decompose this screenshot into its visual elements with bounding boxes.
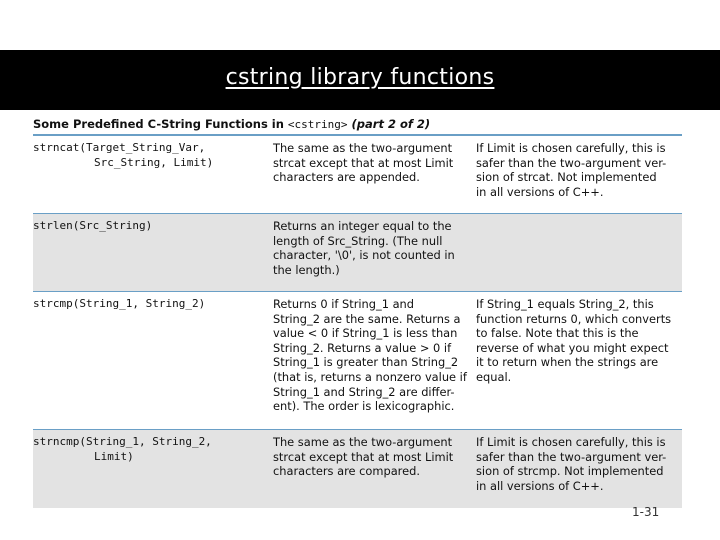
description-line: value < 0 if String_1 is less than — [273, 326, 458, 341]
table-caption — [33, 114, 682, 134]
description-line: characters are compared. — [273, 464, 420, 479]
functions-table — [33, 114, 682, 493]
remark-line: in all versions of C++. — [476, 478, 604, 493]
description-line: strcat except that at most Limit — [273, 155, 454, 170]
function-description — [273, 435, 473, 479]
description-line: length of Src_String. (The null — [273, 233, 443, 248]
signature-line: Limit) — [94, 449, 134, 463]
remark-line: safer than the two-argument ver- — [476, 155, 667, 170]
description-line: (that is, returns a nonzero value if — [273, 369, 467, 384]
signature-line: strlen(Src_String) — [33, 219, 153, 232]
description-line: String_2 are the same. Returns a — [273, 311, 461, 326]
description-line: ent). The order is lexicographic. — [273, 399, 455, 414]
function-remarks — [476, 435, 682, 493]
description-line: String_2. Returns a value > 0 if — [273, 340, 452, 355]
slide-title-bar — [0, 50, 720, 110]
remark-line: If String_1 equals String_2, this — [476, 297, 654, 311]
caption-suffix: (part 2 of 2) — [351, 117, 431, 131]
description-line: String_1 and String_2 are differ- — [273, 384, 455, 399]
function-description — [273, 219, 473, 277]
function-description — [273, 297, 473, 414]
table-row-strcmp — [33, 292, 682, 430]
remark-line: reverse of what you might expect — [476, 340, 669, 355]
remark-line: If Limit is chosen carefully, this is — [476, 141, 666, 155]
description-line: String_1 is greater than String_2 — [273, 355, 459, 370]
description-line: the length.) — [273, 262, 340, 277]
description-line: Returns an integer equal to the — [273, 219, 452, 233]
description-line: The same as the two-argument — [273, 435, 453, 449]
function-signature — [33, 435, 269, 464]
function-signature — [33, 219, 269, 234]
function-signature — [33, 297, 269, 312]
slide-title: cstring library functions — [225, 64, 495, 90]
remark-line: sion of strcmp. Not implemented — [476, 464, 664, 479]
description-line: characters are appended. — [273, 170, 420, 185]
caption-header-name: <cstring> — [287, 118, 348, 131]
signature-line: strncmp(String_1, String_2, — [33, 435, 212, 448]
remark-line: equal. — [476, 369, 512, 384]
description-line: The same as the two-argument — [273, 141, 453, 155]
remark-line: sion of strcat. Not implemented — [476, 170, 657, 185]
remark-line: it to return when the strings are — [476, 355, 659, 370]
table-row-strncmp — [33, 430, 682, 508]
signature-line: strcmp(String_1, String_2) — [33, 297, 206, 310]
table-row-strncat — [33, 136, 682, 214]
caption-prefix: Some Predefined C-String Functions in — [33, 117, 288, 131]
page-number: 1-31 — [632, 505, 660, 519]
description-line: character, '\0', is not counted in — [273, 248, 455, 263]
remark-line: If Limit is chosen carefully, this is — [476, 435, 666, 449]
signature-line: Src_String, Limit) — [94, 155, 214, 169]
function-signature — [33, 141, 269, 170]
signature-line: strncat(Target_String_Var, — [33, 141, 206, 154]
function-remarks — [476, 297, 682, 385]
remark-line: in all versions of C++. — [476, 184, 604, 199]
table-row-strlen — [33, 214, 682, 292]
description-line: Returns 0 if String_1 and — [273, 297, 415, 311]
remark-line: safer than the two-argument ver- — [476, 449, 667, 464]
remark-line: function returns 0, which converts — [476, 311, 672, 326]
function-description — [273, 141, 473, 185]
function-remarks — [476, 141, 682, 199]
remark-line: to false. Note that this is the — [476, 326, 639, 341]
description-line: strcat except that at most Limit — [273, 449, 454, 464]
